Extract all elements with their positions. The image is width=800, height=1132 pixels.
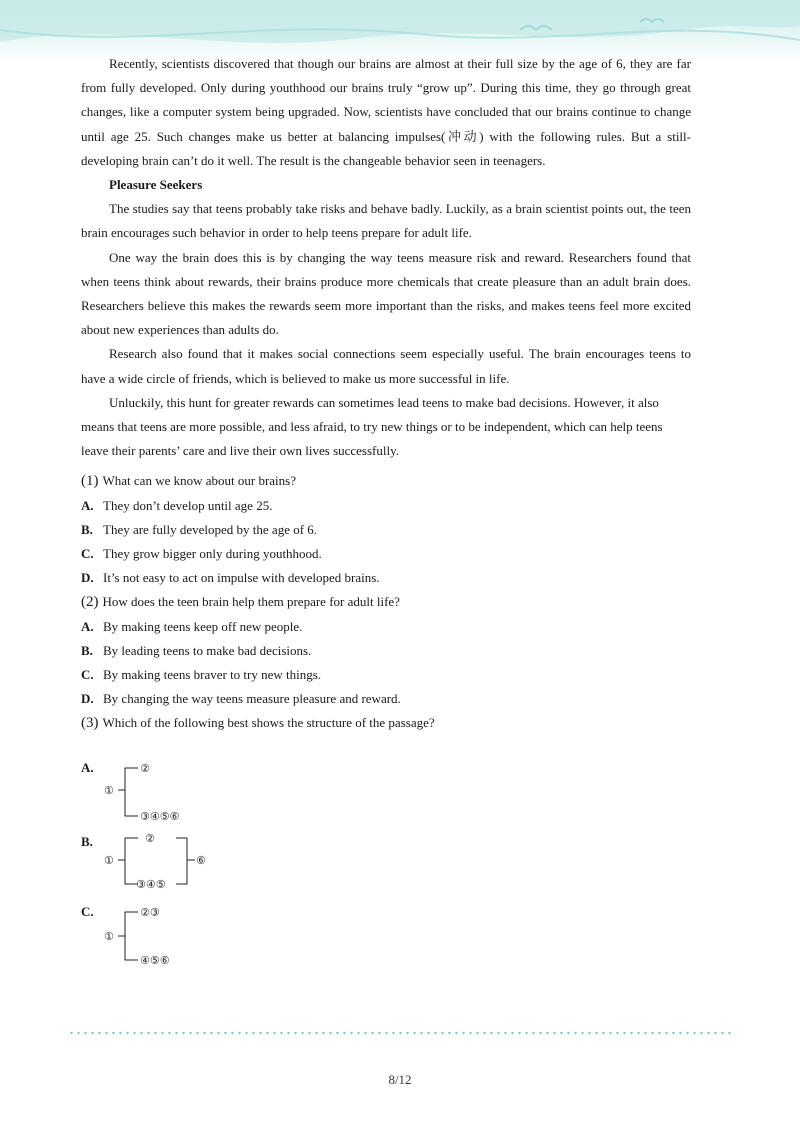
paragraph-2: The studies say that teens probably take risks and behave badly. Luckily, as a brain scientist points out, the teen brain encourages such behavior in order to help teens prepare for adult life.	[81, 201, 691, 241]
option-c[interactable]: C. By making teens braver to try new things.	[81, 667, 322, 683]
node-root: ①	[104, 854, 114, 867]
passage	[81, 52, 691, 736]
question-text: How does the teen brain help them prepare for adult life?	[102, 594, 400, 610]
page-number: 8/12	[388, 1072, 412, 1087]
option-b-label[interactable]: B.	[81, 834, 93, 849]
option-a-label[interactable]: A.	[81, 760, 94, 775]
question-1	[81, 469, 691, 590]
question-number: (3)	[81, 715, 99, 732]
option-a[interactable]: A. They don’t develop until age 25.	[81, 497, 273, 513]
structure-diagram-b	[100, 830, 220, 896]
node-top: ②	[140, 762, 150, 775]
question-text: What can we know about our brains?	[102, 473, 296, 489]
option-d[interactable]: D. It’s not easy to act on impulse with developed brains.	[81, 570, 380, 586]
paragraph-1: Recently, scientists discovered that though our brains are almost at their full size by the age of 6, they are far from fully developed. Only during youthhood our brains truly “grow up”. During this time, they go through great changes, like a computer system being upgraded. Now, scientists have concluded that our brains continue to change until age 25. Such changes make us better at balancing impulses(冲动) with the following rules. But a still-developing brain can’t do it well. The result is the changeable behavior seen in teenagers.	[81, 56, 691, 168]
question-number: (1)	[81, 473, 99, 490]
question-2	[81, 590, 691, 711]
paragraph-4: Research also found that it makes social connections seem especially useful. The brain encourages teens to have a wide circle of friends, which is believed to make us more successful in life.	[81, 346, 691, 386]
structure-diagram-c	[100, 902, 220, 968]
footer-divider	[68, 1031, 732, 1035]
node-end: ⑥	[196, 854, 206, 867]
paragraph-5: Unluckily, this hunt for greater rewards can sometimes lead teens to make bad decisions. However, it also means that teens are more possible, and less afraid, to try new things or to be independent, which can help teens leave their parents’ care and live their own lives successfully.	[81, 394, 663, 459]
paragraph-3: One way the brain does this is by changing the way teens measure risk and reward. Researchers found that when teens think about rewards, their brains produce more chemicals that create pleasure than an adult brain does. Researchers believe this makes the rewards seem more important than the risks, and makes teens feel more excited about new experiences than adults do.	[81, 249, 691, 338]
node-top: ②	[145, 832, 155, 845]
option-c-label[interactable]: C.	[81, 904, 94, 919]
structure-diagram-a	[100, 760, 220, 826]
option-b[interactable]: B. They are fully developed by the age of 6.	[81, 521, 318, 537]
node-bottom: ③④⑤	[136, 878, 166, 891]
option-a[interactable]: A. By making teens keep off new people.	[81, 618, 303, 634]
node-top: ②③	[140, 906, 160, 919]
node-root: ①	[104, 784, 114, 797]
section-heading: Pleasure Seekers	[109, 177, 203, 193]
node-bottom: ④⑤⑥	[140, 954, 170, 967]
node-root: ①	[104, 930, 114, 943]
question-3	[81, 711, 691, 735]
question-number: (2)	[81, 594, 99, 611]
option-d[interactable]: D. By changing the way teens measure pleasure and reward.	[81, 691, 401, 707]
option-b[interactable]: B. By leading teens to make bad decisions.	[81, 642, 312, 658]
option-c[interactable]: C. They grow bigger only during youthhood.	[81, 546, 322, 562]
node-bottom: ③④⑤⑥	[140, 810, 180, 823]
question-text: Which of the following best shows the structure of the passage?	[102, 715, 435, 731]
